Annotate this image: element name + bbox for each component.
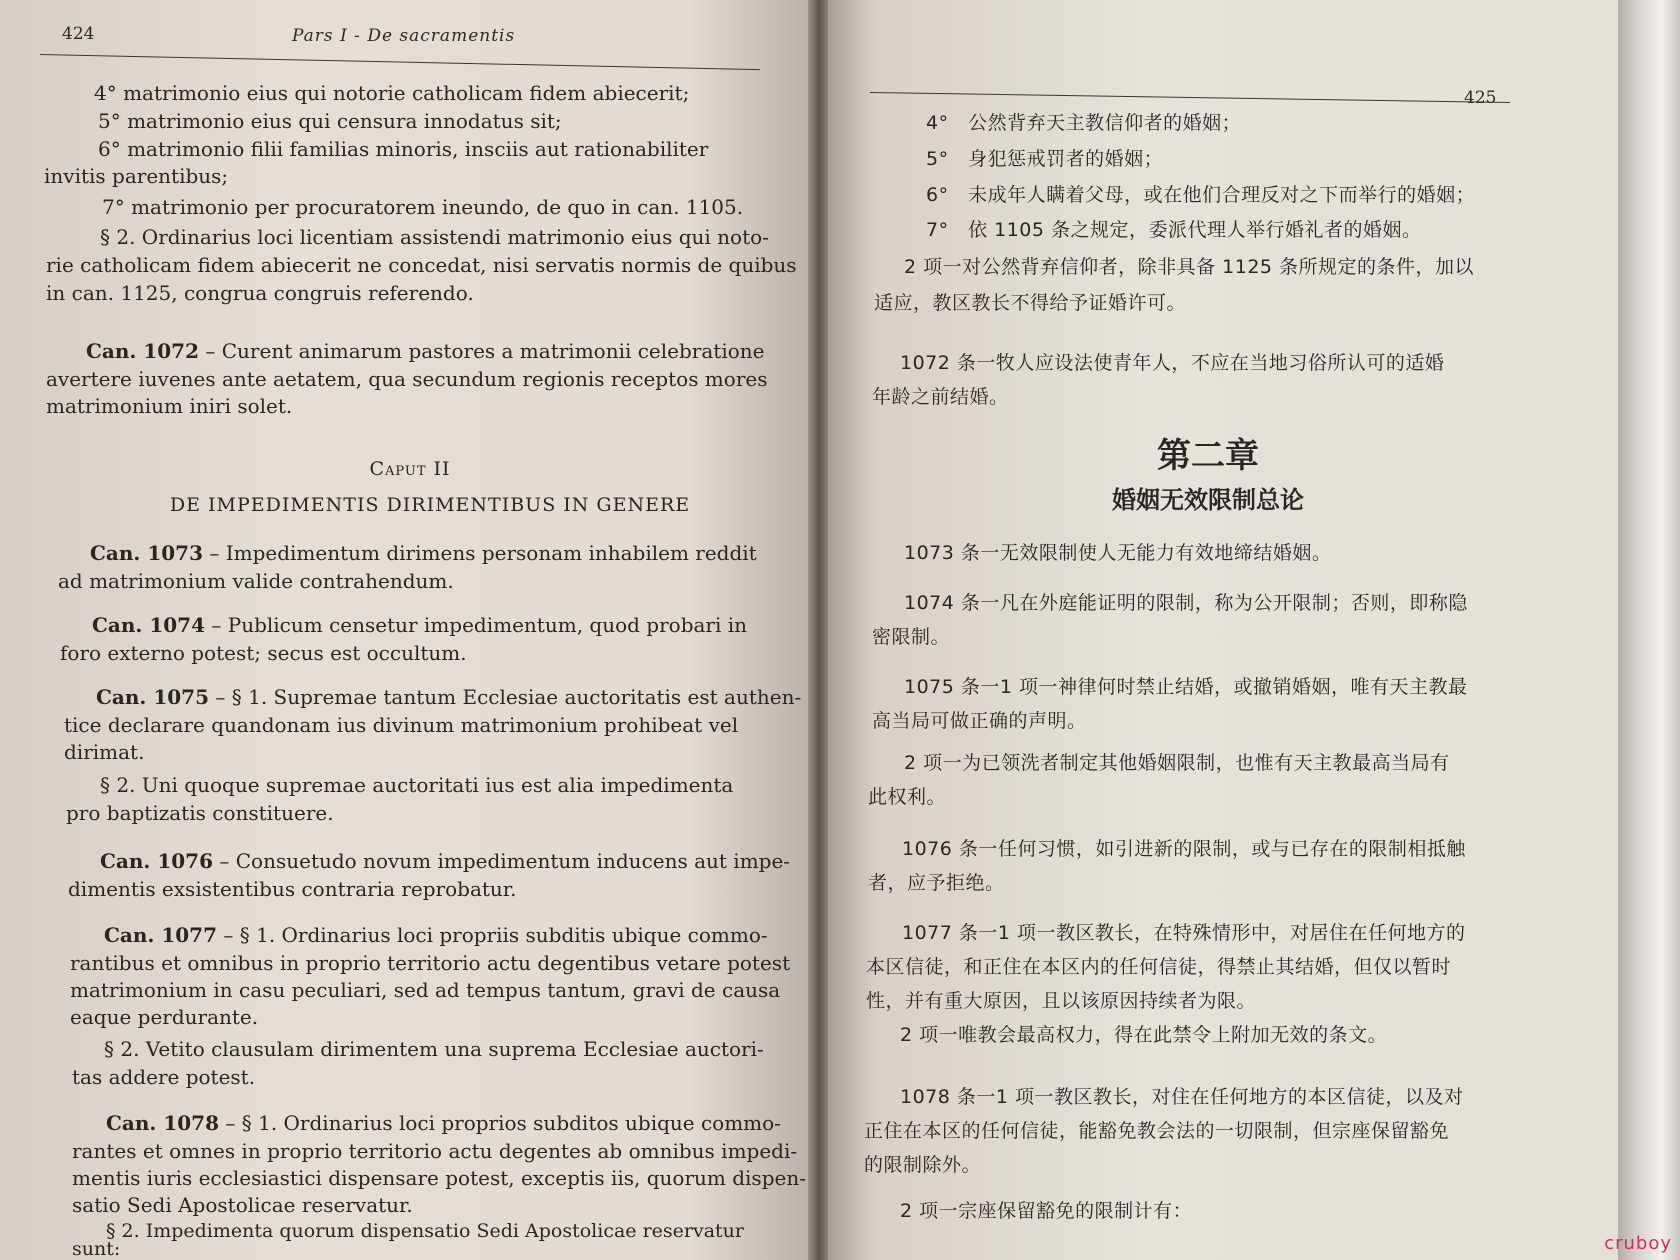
left-line-4: invitis parentibus; xyxy=(44,164,229,188)
para-1073: 1073 条一无效限制使人无能力有效地缔结婚姻。 xyxy=(904,542,1332,564)
right-line-5: 2 项一对公然背弃信仰者，除非具备 1125 条所规定的条件，加以 xyxy=(904,256,1475,278)
left-page xyxy=(0,0,810,1260)
left-line-8: in can. 1125, congrua congruis referendo. xyxy=(46,281,474,305)
para-1078-2: 2 项一宗座保留豁免的限制计有： xyxy=(900,1200,1193,1222)
canon-1073: Can. 1073 – Impedimentum dirimens personam inhabilem reddit xyxy=(90,541,757,565)
book-gutter xyxy=(808,0,830,1260)
left-line-5: 7° matrimonio per procuratorem ineundo, de quo in can. 1105. xyxy=(102,195,744,219)
canon-1076: Can. 1076 – Consuetudo novum impedimentum inducens aut impe- xyxy=(100,849,791,873)
canon-1072: Can. 1072 – Curent animarum pastores a matrimonii celebratione xyxy=(86,339,765,363)
canon-1073-line: ad matrimonium valide contrahendum. xyxy=(58,569,454,593)
para-1078-line: 正住在本区的任何信徒，能豁免教会法的一切限制，但宗座保留豁免 xyxy=(864,1120,1450,1142)
right-line-6: 适应，教区教长不得给予证婚许可。 xyxy=(874,292,1187,314)
para-1077-line: 本区信徒，和正住在本区内的任何信徒，得禁止其结婚，但仅以暂时 xyxy=(866,956,1452,978)
canon-1078: Can. 1078 – § 1. Ordinarius loci proprios subditos ubique commo- xyxy=(106,1111,781,1135)
canon-1076-line: dimentis exsistentibus contraria reprobatur. xyxy=(68,877,517,901)
canon-label: Can. 1075 xyxy=(96,685,210,709)
right-line-3: 6° 未成年人瞒着父母，或在他们合理反对之下而举行的婚姻； xyxy=(926,184,1476,206)
canon-label: Can. 1072 xyxy=(86,339,200,363)
para-1077-2: 2 项一唯教会最高权力，得在此禁令上附加无效的条文。 xyxy=(900,1024,1388,1046)
para-1075: 1075 条一1 项一神律何时禁止结婚，或撤销婚姻，唯有天主教最 xyxy=(904,676,1468,698)
canon-1075-line: tice declarare quandonam ius divinum matrimonium prohibeat vel xyxy=(64,713,739,737)
canon-1072-line: matrimonium iniri solet. xyxy=(46,394,293,418)
para-1076-line: 者，应予拒绝。 xyxy=(868,872,1005,894)
canon-1075: Can. 1075 – § 1. Supremae tantum Ecclesiae auctoritatis est authen- xyxy=(96,685,802,709)
canon-label: Can. 1077 xyxy=(104,923,218,947)
canon-1077-para2: tas addere potest. xyxy=(72,1065,256,1089)
para-1075-line: 高当局可做正确的声明。 xyxy=(872,710,1087,732)
chapter-title: 婚姻无效限制总论 xyxy=(1112,486,1304,514)
canon-1075-para2: pro baptizatis constituere. xyxy=(66,801,334,825)
canon-1078-line: mentis iuris ecclesiastici dispensare potest, exceptis iis, quorum dispen- xyxy=(72,1166,806,1190)
left-line-1: 4° matrimonio eius qui notorie catholicam fidem abiecerit; xyxy=(94,81,690,105)
canon-1078-para2: sunt: xyxy=(72,1238,121,1260)
canon-label: Can. 1074 xyxy=(92,613,206,637)
caput-number: Caput II xyxy=(369,458,451,480)
para-1078-line: 的限制除外。 xyxy=(864,1154,982,1176)
watermark: cruboy xyxy=(1604,1233,1672,1254)
para-1075-2-line: 此权利。 xyxy=(868,786,947,808)
para-1075-2: 2 项一为已领洗者制定其他婚姻限制，也惟有天主教最高当局有 xyxy=(904,752,1450,774)
para-1078: 1078 条一1 项一教区教长，对住在任何地方的本区信徒，以及对 xyxy=(900,1086,1464,1108)
left-line-7: rie catholicam fidem abiecerit ne concedat, nisi servatis normis de quibus xyxy=(46,253,797,277)
para-1077: 1077 条一1 项一教区教长，在特殊情形中，对居住在任何地方的 xyxy=(902,922,1466,944)
canon-label: Can. 1076 xyxy=(100,849,214,873)
right-line-7: 1072 条一牧人应设法使青年人，不应在当地习俗所认可的适婚 xyxy=(900,352,1445,374)
canon-1075-para2: § 2. Uni quoque supremae auctoritati ius est alia impedimenta xyxy=(100,773,734,797)
canon-1078-para2: § 2. Impedimenta quorum dispensatio Sedi Apostolicae reservatur xyxy=(106,1220,745,1242)
book-edge xyxy=(1618,0,1680,1260)
para-1076: 1076 条一任何习惯，如引进新的限制，或与已存在的限制相抵触 xyxy=(902,838,1466,860)
left-line-3: 6° matrimonio filii familias minoris, insciis aut rationabiliter xyxy=(98,137,709,161)
right-line-4: 7° 依 1105 条之规定，委派代理人举行婚礼者的婚姻。 xyxy=(926,219,1422,241)
canon-1074: Can. 1074 – Publicum censetur impedimentum, quod probari in xyxy=(92,613,748,637)
right-page xyxy=(828,0,1618,1260)
right-line-8: 年龄之前结婚。 xyxy=(872,386,1009,408)
para-1077-line: 性，并有重大原因，且以该原因持续者为限。 xyxy=(866,990,1257,1012)
canon-1074-line: foro externo potest; secus est occultum. xyxy=(60,641,467,665)
canon-label: Can. 1073 xyxy=(90,541,204,565)
canon-1077-line: rantibus et omnibus in proprio territorio actu degentibus vetare potest xyxy=(70,951,791,975)
canon-1077-line: matrimonium in casu peculiari, sed ad tempus tantum, gravi de causa xyxy=(70,978,781,1002)
right-line-1: 4° 公然背弃天主教信仰者的婚姻； xyxy=(926,112,1242,134)
para-1074: 1074 条一凡在外庭能证明的限制，称为公开限制；否则，即称隐 xyxy=(904,592,1468,614)
caput-title: DE IMPEDIMENTIS DIRIMENTIBUS IN GENERE xyxy=(169,494,691,516)
left-running-head: Pars I - De sacramentis xyxy=(292,26,516,46)
canon-1077-line: eaque perdurante. xyxy=(70,1005,259,1029)
right-folio: 425 xyxy=(1464,88,1497,108)
left-line-6: § 2. Ordinarius loci licentiam assistendi matrimonio eius qui noto- xyxy=(100,225,769,249)
left-folio: 424 xyxy=(62,24,95,44)
canon-1075-line: dirimat. xyxy=(64,740,145,764)
canon-1078-line: rantes et omnes in proprio territorio actu degentes ab omnibus impedi- xyxy=(72,1139,798,1163)
right-header-rule xyxy=(870,92,1510,103)
canon-label: Can. 1078 xyxy=(106,1111,220,1135)
canon-1077-para2: § 2. Vetito clausulam dirimentem una suprema Ecclesiae auctori- xyxy=(104,1037,764,1061)
chapter-number: 第二章 xyxy=(1157,436,1259,476)
para-1074-line: 密限制。 xyxy=(872,626,951,648)
right-line-2: 5° 身犯惩戒罚者的婚姻； xyxy=(926,148,1164,170)
left-line-2: 5° matrimonio eius qui censura innodatus sit; xyxy=(98,109,562,133)
canon-1072-line: avertere iuvenes ante aetatem, qua secundum regionis receptos mores xyxy=(46,367,768,391)
canon-1078-line: satio Sedi Apostolicae reservatur. xyxy=(72,1193,413,1217)
left-header-rule xyxy=(40,54,760,70)
canon-1077: Can. 1077 – § 1. Ordinarius loci propriis subditis ubique commo- xyxy=(104,923,768,947)
